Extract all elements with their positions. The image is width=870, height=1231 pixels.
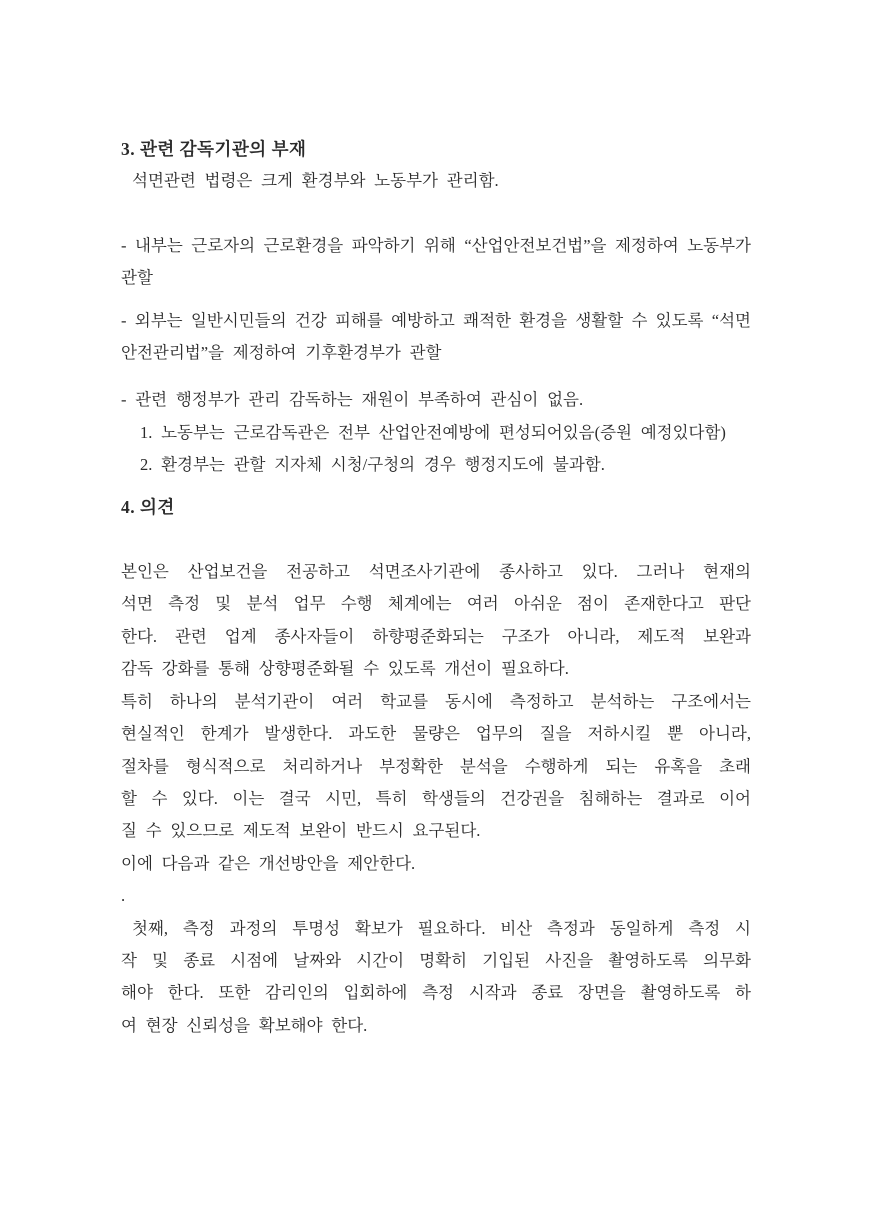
bullet-internal-law-line: 관할 — [121, 268, 153, 288]
document-content — [121, 133, 751, 1042]
stray-period-line: . — [121, 886, 126, 906]
section-3-intro: 석면관련 법령은 크게 환경부와 노동부가 관리함. — [132, 171, 499, 191]
opinion-line: 여 현장 신뢰성을 확보해야 한다. — [121, 1015, 368, 1035]
opinion-line: 작 및 종료 시점에 날짜와 시간이 명확히 기입된 사진을 촬영하도록 의무화 — [121, 950, 751, 970]
bullet-external-law-line: - 외부는 일반시민들의 건강 피해를 예방하고 쾌적한 환경을 생활할 수 있도록 “석면 — [121, 310, 751, 330]
opinion-line: 현실적인 한계가 발생한다. 과도한 물량은 업무의 질을 저하시킬 뿐 아니라, — [121, 724, 751, 744]
opinion-line: 할 수 있다. 이는 결국 시민, 특히 학생들의 건강권을 침해하는 결과로 이어 — [121, 788, 751, 808]
section-3-heading: 3. 관련 감독기관의 부재 — [121, 139, 307, 159]
numbered-item-labor-ministry: 1. 노동부는 근로감독관은 전부 산업안전예방에 편성되어있음(증원 예정있다함) — [140, 422, 726, 442]
opinion-line: 질 수 있으므로 제도적 보완이 반드시 요구된다. — [121, 821, 481, 841]
bullet-internal-law-line: - 내부는 근로자의 근로환경을 파악하기 위해 “산업안전보건법”을 제정하여 노동부가 — [121, 235, 751, 255]
bullet-admin-line: - 관련 행정부가 관리 감독하는 재원이 부족하여 관심이 없음. — [121, 390, 584, 410]
opinion-line: 해야 한다. 또한 감리인의 입회하에 측정 시작과 종료 장면을 촬영하도록 하 — [121, 983, 751, 1003]
opinion-line: 감독 강화를 통해 상향평준화될 수 있도록 개선이 필요하다. — [121, 659, 569, 679]
numbered-item-env-ministry: 2. 환경부는 관할 지자체 시청/구청의 경우 행정지도에 불과함. — [140, 455, 605, 475]
section-4-heading: 4. 의견 — [121, 496, 175, 517]
blank-line — [121, 198, 751, 230]
opinion-line: 석면 측정 및 분석 업무 수행 체계에는 여러 아쉬운 점이 존재한다고 판단 — [121, 594, 751, 614]
bullet-external-law-line: 안전관리법”을 제정하여 기후환경부가 관할 — [121, 343, 442, 363]
opinion-line: 첫째, 측정 과정의 투명성 확보가 필요하다. 비산 측정과 동일하게 측정 시 — [132, 918, 751, 938]
opinion-line: 특히 하나의 분석기관이 여러 학교를 동시에 측정하고 분석하는 구조에서는 — [121, 691, 751, 711]
opinion-paragraphs — [121, 556, 751, 1042]
opinion-line: 절차를 형식적으로 처리하거나 부정확한 분석을 수행하게 되는 유혹을 초래 — [121, 756, 751, 776]
opinion-line: 이에 다음과 같은 개선방안을 제안한다. — [121, 853, 416, 873]
opinion-line: 본인은 산업보건을 전공하고 석면조사기관에 종사하고 있다. 그러나 현재의 — [121, 562, 751, 582]
opinion-line: 한다. 관련 업계 종사자들이 하향평준화되는 구조가 아니라, 제도적 보완과 — [121, 626, 751, 646]
